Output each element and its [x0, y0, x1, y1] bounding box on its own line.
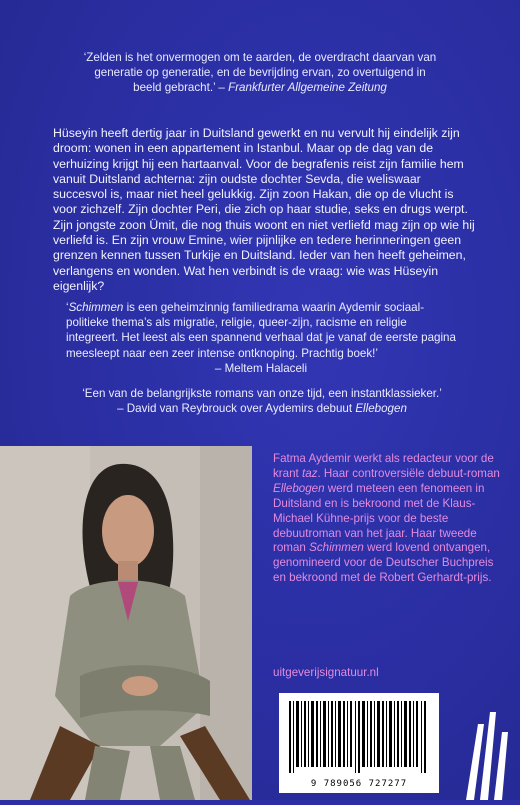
bio-text: . Haar controversiële debuut-roman: [317, 466, 500, 480]
isbn-barcode: [279, 693, 439, 793]
quote-source: Frankfurter Allgemeine Zeitung: [228, 81, 387, 95]
publisher-url[interactable]: uitgeverijsignatuur.nl: [273, 666, 379, 679]
quote-attribution: – David van Reybrouck over Aydemirs debuut: [117, 402, 356, 416]
quote-attribution: – Meltem Halaceli: [214, 361, 308, 375]
bio-text: werd meteen een fenomeen in Duitsland en is bekroond met de Klaus-Michael Kühne-prijs voor de beste debuutroman van het jaar. Haar tweede roman: [273, 481, 485, 555]
quote-book-title: Schimmen: [68, 301, 124, 314]
bio-second-title: Schimmen: [309, 541, 364, 555]
quote-text: ‘Zelden is het onvermogen om te aarden, de overdracht daarvan van generatie op generatie, en de bevrijding ervan, zo overtuigend in beeld gebracht.’ –: [83, 51, 437, 95]
author-photo-illustration: [0, 446, 252, 800]
quote-text: ‘Een van de belangrijkste romans van onze tijd, een instantklassieker.’: [82, 387, 442, 400]
bio-newspaper: taz: [302, 466, 318, 480]
publisher-logo-icon: [458, 706, 518, 800]
quote-book-title: Ellebogen: [355, 402, 407, 416]
isbn-number: 9 789056 727277: [310, 779, 408, 789]
quote-text: is een geheimzinnig familiedrama waarin Aydemir sociaal-politieke thema’s als migratie, religie, queer-zijn, racisme en religie integreert. Het leest als een spannend verhaal dat je vanaf de eerste pagina meesleept naar een zeer intense ontknoping. Prachtig boek!’: [66, 301, 456, 360]
bio-text: Fatma Aydemir werkt als redacteur voor de krant: [273, 452, 494, 480]
barcode-bars: [279, 693, 439, 779]
author-bio: [273, 452, 505, 586]
bio-debut-title: Ellebogen: [273, 481, 325, 495]
synopsis: Hüseyin heeft dertig jaar in Duitsland gewerkt en nu vervult hij eindelijk zijn droom: wonen in een appartement in Istanbul. Maar op de dag van de verhuizing krijgt hij een hartaanval. Voor de begrafenis reist zijn familie hem vanuit Duitsland achterna: zijn oudste dochter Sevda, die weliswaar succesvol is, maar niet heel gelukkig. Zijn zoon Hakan, die op de vlucht is voor zichzelf. Zijn dochter Peri, die zich op haar studie, seks en drugs werpt. Zijn jongste zoon Ümit, die nog thuis woont en niet verliefd mag zijn op wie hij verliefd is. En zijn vrouw Emine, wier pijnlijke en tedere herinneringen geen grenzen kennen tussen Turkije en Duitsland. Ieder van hen heeft geheimen, verlangens en wonden. Wat hen verbindt is de vraag: wie was Hüseyin eigenlijk?: [53, 126, 475, 293]
review-quote-faz: [80, 50, 440, 96]
review-quote-halaceli: ‘Schimmen is een geheimzinnig familiedrama waarin Aydemir sociaal-politieke thema’s als migratie, religie, queer-zijn, racisme en religie integreert. Het leest als een spannend verhaal dat je vanaf de eerste pagina meesleept naar een zeer intense ontknoping. Prachtig boek!’ – Meltem Halaceli: [66, 301, 456, 375]
author-photo: [0, 446, 252, 800]
review-quote-reybrouck: [66, 386, 458, 416]
bio-text: werd lovend ontvangen, genomineerd voor de Deutscher Buchpreis en bekroond met de Robert Gerhardt-prijs.: [273, 541, 494, 585]
